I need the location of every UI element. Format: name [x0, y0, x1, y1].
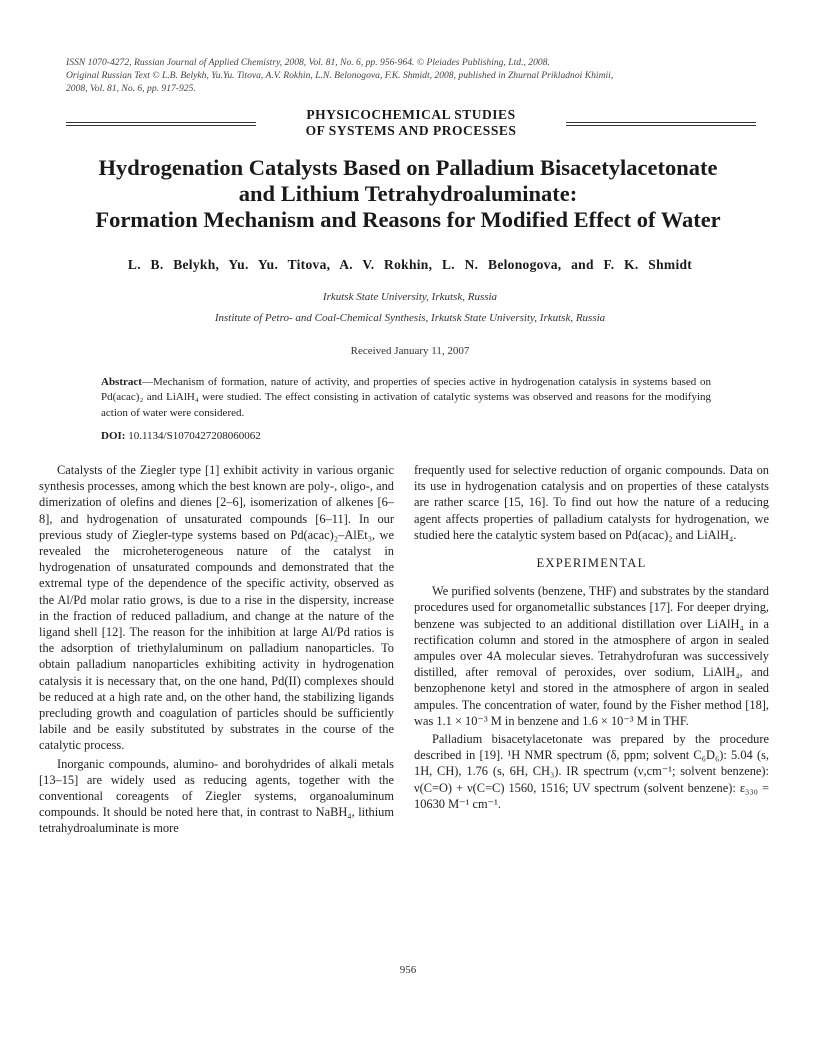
affiliation-2: Institute of Petro- and Coal-Chemical Synthesis, Irkutsk State University, Irkutsk, Russia [214, 312, 606, 324]
section-label [256, 107, 566, 139]
body-paragraph-continuation: frequently used for selective reduction of organic compounds. Data on its use in hydrogenation catalysis and on properties of these catalysts are rather scarce [15, 16]. To find out how the nature of a reducing agent affects properties of palladium catalysts for hydrogenation, we studied here the catalytic system based on Pd(acac)₂ and LiAlH₄. [414, 463, 769, 542]
received-date: Received January 11, 2007 [350, 345, 470, 357]
section-rule-right [566, 122, 756, 126]
body-column-right [414, 462, 769, 812]
abstract-heading: Abstract [101, 376, 142, 388]
article-title [40, 155, 776, 233]
body-column-left [39, 462, 394, 837]
section-rule-left [66, 122, 256, 126]
body-paragraph: Inorganic compounds, alumino- and borohydrides of alkali metals [13–15] are widely used as reducing agents, together with the conventional coreagents of Ziegler systems, organoaluminum compounds. It should be noted here that, in contrast to NaBH₄, lithium tetrahydroaluminate is more [39, 756, 394, 836]
body-paragraph: Catalysts of the Ziegler type [1] exhibit activity in various organic synthesis processes, among which the best known are poly-, oligo-, and dimerization of olefins and dienes [2–6], isomerization of alkenes [6–8], and hydrogenation of unsaturated compounds [6–11]. In our previous study of Ziegler-type systems based on Pd(acac)₂–AlEt₃, we revealed the microheterogeneous nature of the catalyst in hydrogenation of unsaturated compounds and demonstrated that the extremal type of the dependence of the specific activity, observed as the Al/Pd molar ratio grows, is due to a rise in the dispersity, increase in the fraction of reduced palladium, and change at the nature of the ligand shell [12]. The reason for the inhibition at large Al/Pd ratios is the adsorption of triethylaluminum on palladium nanoparticles. To obtain palladium nanoparticles exhibiting activity in hydrogenation catalysis it is necessary that, on the one hand, Pd(II) complexes should be reduced at a high rate and, on the other hand, the stabilizing ligands precluding growth and coagulation of particles should be sufficiently labile and be easily substituted by substrates in the course of the catalytic process. [39, 463, 394, 753]
journal-header [66, 57, 756, 95]
page-number: 956 [399, 964, 417, 976]
abstract-text: —Mechanism of formation, nature of activity, and properties of species active in hydrogenation catalysis in systems based on Pd(acac)₂ and LiAlH₄ were studied. The effect consisting in activation of catalytic systems was observed and reasons for the modifying action of water were considered. [101, 376, 711, 419]
title-line-3: Formation Mechanism and Reasons for Modified Effect of Water [95, 207, 721, 232]
header-line-3: 2008, Vol. 81, No. 6, pp. 917-925. [66, 82, 196, 94]
doi-line [101, 430, 261, 442]
title-line-2: and Lithium Tetrahydroaluminate: [238, 181, 578, 206]
abstract [101, 375, 711, 421]
body-paragraph: We purified solvents (benzene, THF) and substrates by the standard procedures used for organometallic substances [17]. For deeper drying, benzene was subjected to an additional distillation over LiAlH₄ in a rectification column and stored in the atmosphere of argon in sealed ampules over 4A molecular sieves. Tetrahydrofuran was successively distilled, after removal of peroxides, over sodium, LiAlH₄, and benzophenone ketyl and stored in the atmosphere of argon in sealed ampules. The concentration of water, found by the Fisher method [18], was 1.1 × 10⁻³ M in benzene and 1.6 × 10⁻³ M in THF. [414, 584, 769, 728]
section-line-2: OF SYSTEMS AND PROCESSES [305, 123, 517, 138]
experimental-heading: EXPERIMENTAL [536, 556, 647, 571]
author-list: L. B. Belykh, Yu. Yu. Titova, A. V. Rokhin, L. N. Belonogova, and F. K. Shmidt [127, 257, 693, 272]
header-line-2: Original Russian Text © L.B. Belykh, Yu.Yu. Titova, A.V. Rokhin, L.N. Belonogova, F.K. Shmidt, 2008, published in Zhurnal Prikladnoi Khimii, [66, 69, 614, 81]
doi-value[interactable]: 10.1134/S1070427208060062 [128, 430, 261, 442]
header-line-1: ISSN 1070-4272, Russian Journal of Applied Chemistry, 2008, Vol. 81, No. 6, pp. 956-964. © Pleiades Publishing, Ltd., 2008. [66, 57, 550, 68]
affiliation-1: Irkutsk State University, Irkutsk, Russia [322, 291, 498, 303]
section-line-1: PHYSICOCHEMICAL STUDIES [306, 107, 516, 122]
doi-heading: DOI: [101, 430, 126, 442]
title-line-1: Hydrogenation Catalysts Based on Palladium Bisacetylacetonate [98, 155, 718, 180]
section-heading [66, 107, 756, 141]
body-paragraph: Palladium bisacetylacetonate was prepared by the procedure described in [19]. ¹H NMR spectrum (δ, ppm; solvent C₆D₆): 5.04 (s, 1H, CH), 1.76 (s, 6H, CH₃). IR spectrum (ν,cm⁻¹; solvent benzene): ν(C=O) + ν(C=C) 1560, 1516; UV spectrum (solvent benzene): ε₃₃₀ = 10630 M⁻¹ cm⁻¹. [414, 732, 769, 811]
